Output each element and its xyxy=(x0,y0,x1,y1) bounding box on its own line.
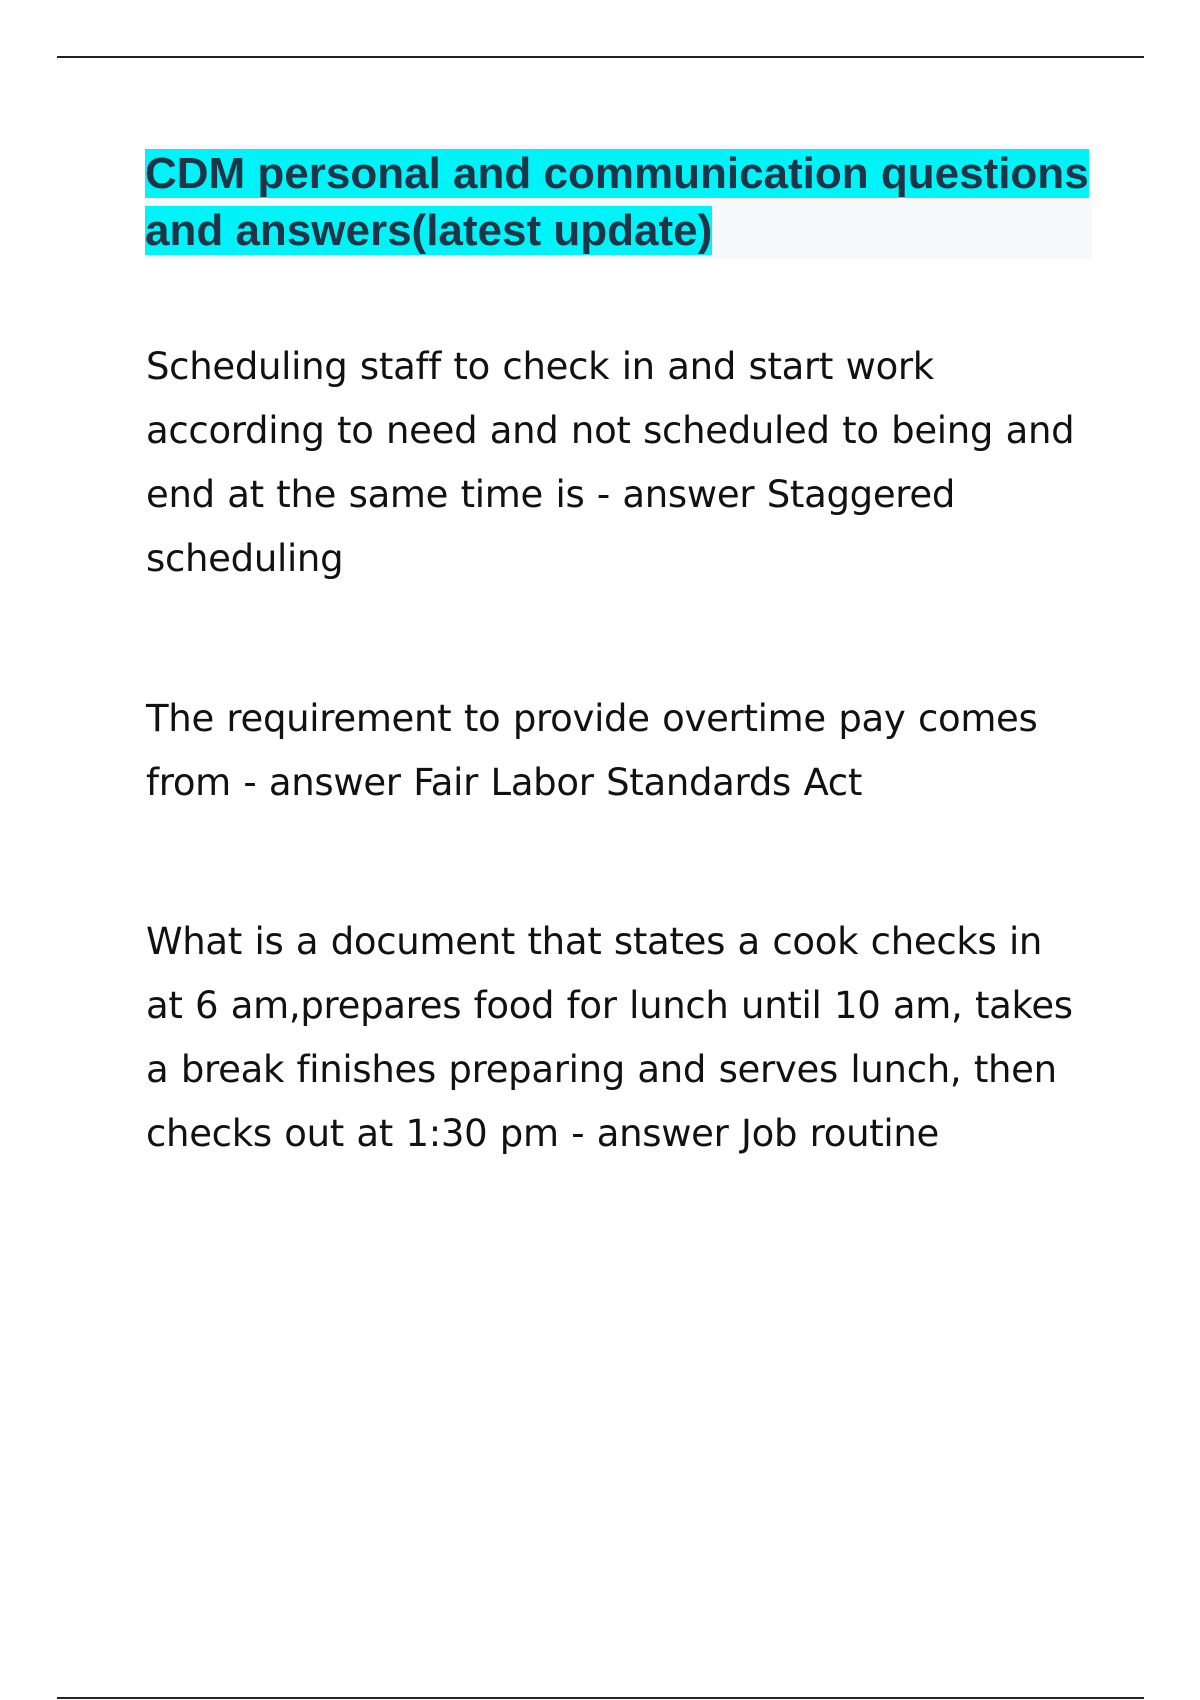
title-highlight: CDM personal and communication questions and answers(latest update) xyxy=(145,149,1089,255)
qa-item xyxy=(146,335,1086,591)
question-text: The requirement to provide overtime pay comes from xyxy=(146,697,1038,804)
question-text: Scheduling staff to check in and start work according to need and not scheduled to being and end at the same time is xyxy=(146,345,1075,516)
answer-separator: - answer xyxy=(558,1112,742,1155)
title-block xyxy=(145,145,1092,259)
qa-item xyxy=(146,687,1086,815)
answer-text: Job routine xyxy=(741,1112,940,1155)
answer-text: Staggered scheduling xyxy=(146,473,956,580)
answer-separator: - answer xyxy=(230,761,414,804)
answer-separator: - answer xyxy=(584,473,767,516)
qa-item xyxy=(146,910,1086,1166)
top-rule xyxy=(57,56,1144,58)
answer-text: Fair Labor Standards Act xyxy=(413,761,863,804)
question-text: What is a document that states a cook checks in at 6 am,prepares food for lunch until 10 am, takes a break finishes preparing and serves lunch, then checks out at 1:30 pm xyxy=(146,920,1073,1155)
document-title xyxy=(145,145,1092,259)
bottom-rule xyxy=(57,1697,1144,1699)
